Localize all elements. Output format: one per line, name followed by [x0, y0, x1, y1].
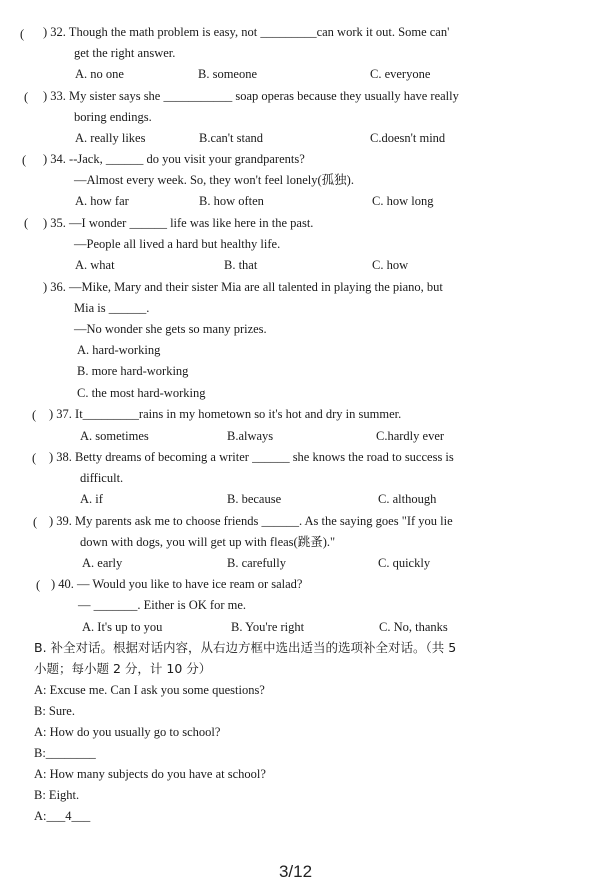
q33-stem-2: boring endings.: [74, 110, 152, 124]
q37-stem: ) 37. It_________rains in my hometown so it's hot and dry in summer.: [49, 407, 402, 421]
answer-paren-40: (: [36, 578, 41, 592]
q34-option-c[interactable]: C. how long: [372, 194, 434, 208]
q39-option-b[interactable]: B. carefully: [227, 556, 287, 570]
answer-paren-39: (: [33, 515, 38, 529]
q34-stem: ) 34. --Jack, ______ do you visit your grandparents?: [43, 152, 305, 166]
q36-stem-2: Mia is ______.: [74, 301, 150, 315]
q32-option-a[interactable]: A. no one: [75, 67, 124, 81]
q36-option-a[interactable]: A. hard-working: [77, 343, 161, 357]
dialogue-line-3: A: How do you usually go to school?: [34, 725, 221, 739]
q36-stem: ) 36. —Mike, Mary and their sister Mia are all talented in playing the piano, but: [43, 280, 443, 294]
page-number: 3/12: [278, 862, 313, 881]
q37-option-c[interactable]: C.hardly ever: [376, 429, 445, 443]
q37-option-b[interactable]: B.always: [227, 429, 274, 443]
section-b-instructions: B. 补全对话。根据对话内容，从右边方框中选出适当的选项补全对话。（共 5: [34, 640, 457, 655]
q38-option-a[interactable]: A. if: [80, 492, 103, 506]
answer-paren-35: (: [24, 216, 29, 230]
q38-option-b[interactable]: B. because: [227, 492, 282, 506]
q34-option-b[interactable]: B. how often: [199, 194, 264, 208]
answer-paren-38: (: [32, 451, 37, 465]
q34-option-a[interactable]: A. how far: [75, 194, 129, 208]
answer-paren-32: (: [20, 27, 25, 41]
q38-stem: ) 38. Betty dreams of becoming a writer ______ she knows the road to success is: [49, 450, 454, 464]
q36-stem-3: —No wonder she gets so many prizes.: [74, 322, 267, 336]
section-b-instructions-2: 小题；每小题 2 分，计 10 分）: [34, 661, 212, 676]
q40-option-c[interactable]: C. No, thanks: [379, 620, 448, 634]
q32-option-b[interactable]: B. someone: [198, 67, 258, 81]
q39-option-a[interactable]: A. early: [82, 556, 123, 570]
q35-option-b[interactable]: B. that: [224, 258, 258, 272]
q34-stem-2: —Almost every week. So, they won't feel lonely(孤独).: [74, 173, 354, 187]
q39-option-c[interactable]: C. quickly: [378, 556, 431, 570]
q33-option-a[interactable]: A. really likes: [75, 131, 146, 145]
dialogue-line-6: B: Eight.: [34, 788, 80, 802]
dialogue-line-1: A: Excuse me. Can I ask you some questions?: [34, 683, 265, 697]
dialogue-line-5: A: How many subjects do you have at school?: [34, 767, 266, 781]
q37-option-a[interactable]: A. sometimes: [80, 429, 149, 443]
q39-stem: ) 39. My parents ask me to choose friends ______. As the saying goes "If you lie: [49, 514, 453, 528]
q40-stem: ) 40. — Would you like to have ice ream or salad?: [51, 577, 303, 591]
dialogue-line-2: B: Sure.: [34, 704, 75, 718]
q36-option-b[interactable]: B. more hard-working: [77, 364, 189, 378]
q38-stem-2: difficult.: [80, 471, 124, 485]
q35-option-c[interactable]: C. how: [372, 258, 409, 272]
dialogue-blank-1[interactable]: B:________: [34, 746, 96, 760]
answer-paren-34: (: [22, 153, 27, 167]
q33-option-c[interactable]: C.doesn't mind: [370, 131, 446, 145]
q35-stem-2: —People all lived a hard but healthy life.: [74, 237, 281, 251]
answer-paren-37: (: [32, 408, 37, 422]
q40-option-b[interactable]: B. You're right: [231, 620, 305, 634]
q39-stem-2: down with dogs, you will get up with fleas(跳蚤).": [80, 535, 336, 549]
q33-stem: ) 33. My sister says she ___________ soap operas because they usually have really: [43, 89, 459, 103]
q32-stem-2: get the right answer.: [74, 46, 176, 60]
q32-stem: ) 32. Though the math problem is easy, not _________can work it out. Some can': [43, 25, 450, 39]
dialogue-blank-4[interactable]: A:___4___: [34, 809, 91, 823]
q35-option-a[interactable]: A. what: [75, 258, 115, 272]
q35-stem: ) 35. —I wonder ______ life was like here in the past.: [43, 216, 314, 230]
q38-option-c[interactable]: C. although: [378, 492, 437, 506]
q32-option-c[interactable]: C. everyone: [370, 67, 431, 81]
q40-option-a[interactable]: A. It's up to you: [82, 620, 163, 634]
q33-option-b[interactable]: B.can't stand: [199, 131, 264, 145]
q36-option-c[interactable]: C. the most hard-working: [77, 386, 206, 400]
answer-paren-33: (: [24, 90, 29, 104]
q40-stem-2: — _______. Either is OK for me.: [78, 598, 247, 612]
